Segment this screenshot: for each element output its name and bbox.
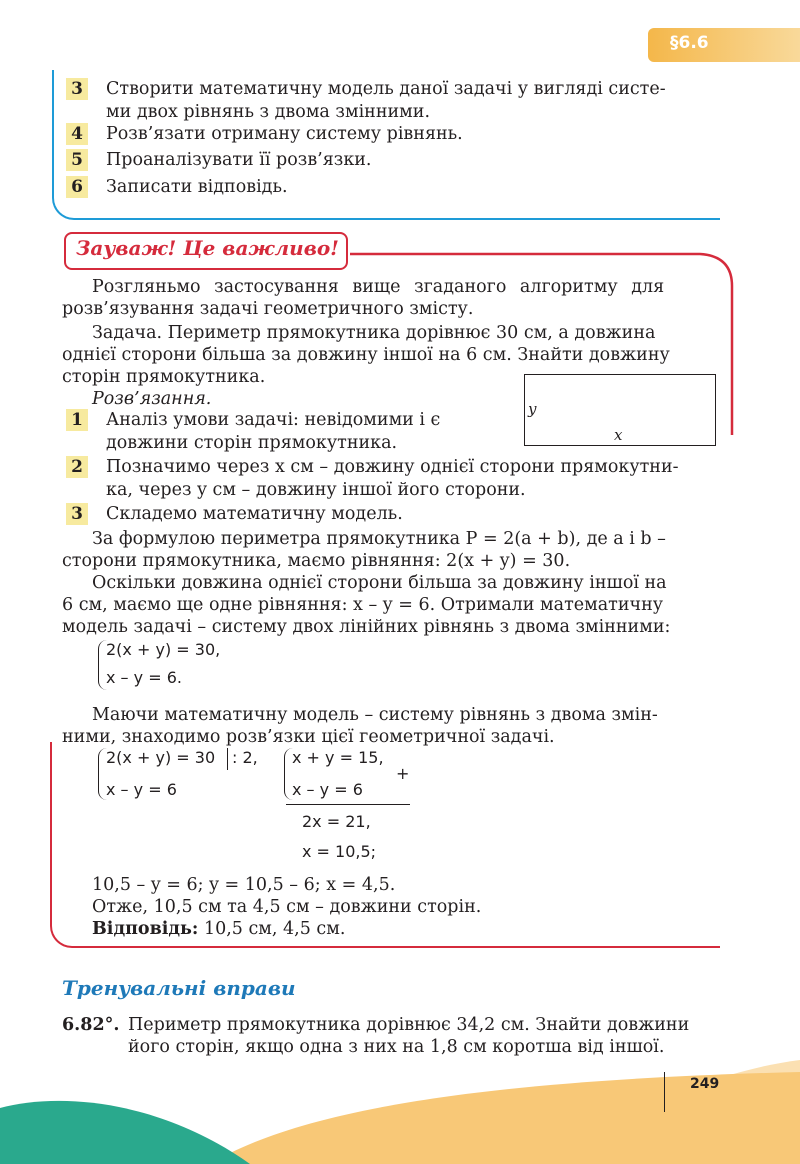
sum-result-1: 2x = 21, [302, 812, 371, 831]
exercise-line-1: Периметр прямокутника дорівнює 34,2 см. Знайти довжини [128, 1015, 690, 1035]
note-step-2: 2 Позначимо через x см – довжину однієї сторони прямокутни- ка, через y см – довжину іншої його сторони. [66, 456, 726, 502]
exercise-line-2: його сторін, якщо одна з них на 1,8 см коротша від іншої. [128, 1037, 665, 1057]
conclusion: Отже, 10,5 см та 4,5 см – довжини сторін. [92, 897, 482, 917]
diagram-label-y: y [528, 400, 537, 418]
algorithm-step-5: 5 Проаналізувати її розв’язки. [66, 149, 726, 173]
note-step-1: 1 Аналіз умови задачі: невідомими і є довжини сторін прямокутника. [66, 409, 526, 455]
system2-right-eq-2: x – y = 6 [292, 780, 363, 799]
para1-line-1: За формулою периметра прямокутника P = 2(a + b), де a і b – [92, 529, 666, 549]
problem-line-1: Задача. Периметр прямокутника дорівнює 30 см, а довжина [92, 323, 656, 343]
note-title: Зауваж! Це важливо! [76, 236, 339, 260]
diagram-label-x: x [614, 426, 623, 444]
system2-left-eq-2: x – y = 6 [106, 780, 177, 799]
algorithm-step-6: 6 Записати відповідь. [66, 176, 726, 200]
system2-divide: : 2, [232, 748, 258, 767]
sum-line [286, 804, 410, 805]
plus-sign: + [396, 764, 410, 783]
system1-eq-2: x – y = 6. [106, 668, 182, 687]
para1-line-2: сторони прямокутника, маємо рівняння: 2(x + y) = 30. [62, 551, 571, 571]
page-divider [664, 1072, 665, 1112]
para3-line-1: Маючи математичну модель – систему рівнянь з двома змін- [92, 705, 658, 725]
note-intro-line-1: Розгляньмо застосування вище згаданого алгоритму для [92, 277, 665, 297]
answer-value: 10,5 см, 4,5 см. [198, 919, 346, 939]
sum-result-2: x = 10,5; [302, 842, 377, 861]
exercise-number: 6.82°. [62, 1015, 120, 1035]
system2-left-eq-1: 2(x + y) = 30 [106, 748, 216, 767]
problem-line-2: однієї сторони більша за довжину іншої на 6 см. Знайти довжину [62, 345, 670, 365]
exercises-heading: Тренувальні вправи [62, 976, 296, 1000]
system1-eq-1: 2(x + y) = 30, [106, 640, 221, 659]
algorithm-step-3: 3 Створити математичну модель даної задачі у вигляді систе- ми двох рівнянь з двома змінними. [66, 78, 726, 124]
answer-label: Відповідь: [92, 919, 199, 939]
answer [92, 918, 345, 941]
para2-line-1: Оскільки довжина однієї сторони більша за довжину іншої на [92, 573, 667, 593]
algorithm-step-4: 4 Розв’язати отриману систему рівнянь. [66, 123, 726, 147]
problem-line-3: сторін прямокутника. [62, 367, 266, 387]
para2-line-2: 6 см, маємо ще одне рівняння: x – y = 6. Отримали математичну [62, 595, 664, 615]
note-step-3: 3 Складемо математичну модель. [66, 503, 726, 527]
solution-label: Розв’язання. [92, 389, 212, 409]
system2-right-eq-1: x + y = 15, [292, 748, 384, 767]
para3-line-2: ними, знаходимо розв’язки цієї геометричної задачі. [62, 727, 555, 747]
para2-line-3: модель задачі – систему двох лінійних рівнянь з двома змінними: [62, 617, 671, 637]
note-intro-line-2: розв’язування задачі геометричного змісту. [62, 299, 474, 319]
page-number: 249 [690, 1076, 720, 1092]
divide-bar [227, 748, 228, 770]
calc-line: 10,5 – y = 6; y = 10,5 – 6; x = 4,5. [92, 875, 396, 895]
section-label: §6.6 [670, 33, 709, 53]
